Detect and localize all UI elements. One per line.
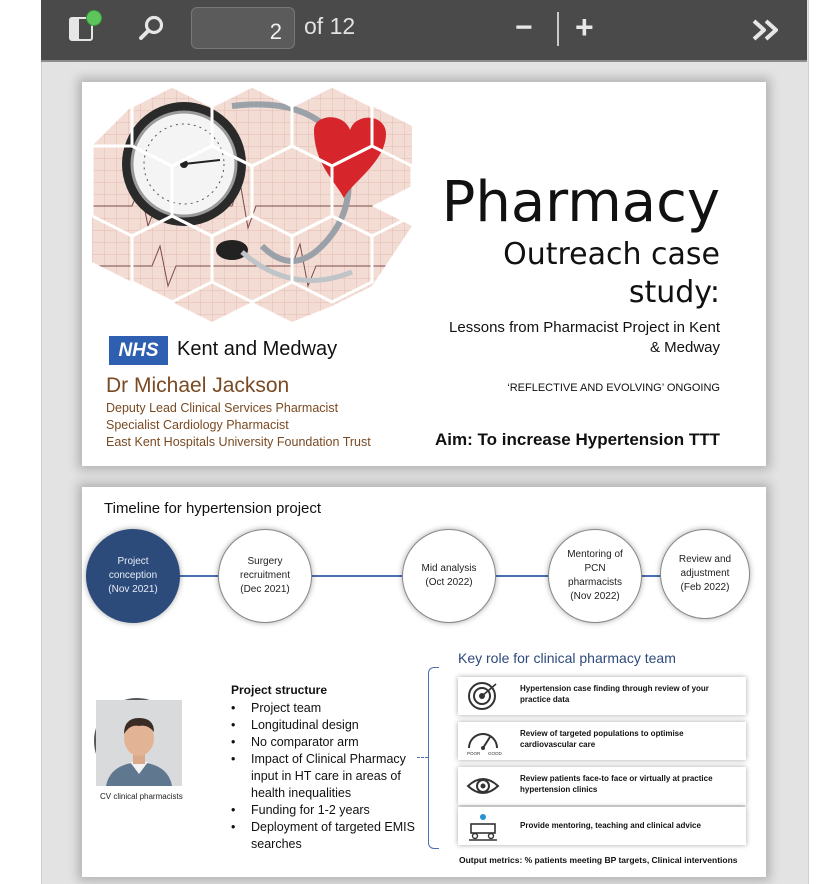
gauge-label-poor: POOR bbox=[467, 751, 481, 756]
nhs-logo: NHS bbox=[109, 336, 168, 365]
nhs-region: Kent and Medway bbox=[177, 338, 338, 360]
more-tools-button[interactable] bbox=[749, 16, 783, 44]
zoom-in-button[interactable]: + bbox=[575, 9, 594, 45]
zoom-out-button[interactable]: − bbox=[515, 11, 533, 44]
role-card bbox=[458, 722, 746, 760]
page-number-input[interactable] bbox=[191, 7, 295, 49]
roles-heading: Key role for clinical pharmacy team bbox=[458, 650, 676, 666]
zoom-separator bbox=[557, 12, 559, 46]
role-card bbox=[458, 767, 746, 805]
timeline-heading: Timeline for hypertension project bbox=[104, 500, 322, 517]
list-item: • Impact of Clinical Pharmacy input in HT care in areas of health inequalities bbox=[231, 751, 421, 802]
timeline-milestone: Review and adjustment (Feb 2022) bbox=[660, 529, 750, 619]
slide-timeline bbox=[82, 487, 766, 877]
list-item: • Funding for 1-2 years bbox=[231, 802, 421, 819]
double-chevron-right-icon bbox=[749, 16, 783, 44]
author-role: East Kent Hospitals University Foundation Trust bbox=[106, 435, 371, 449]
list-item: • No comparator arm bbox=[231, 734, 421, 751]
output-metrics: Output metrics: % patients meeting BP targets, Clinical interventions bbox=[459, 855, 738, 865]
role-text: Review patients face-to face or virtually at practice hypertension clinics bbox=[520, 774, 713, 794]
project-aim: Aim: To increase Hypertension TTT bbox=[435, 430, 720, 449]
project-structure-title: Project structure bbox=[231, 683, 328, 697]
slide-subtitle: Outreach case study: bbox=[503, 237, 720, 310]
pharmacist-photo bbox=[94, 698, 180, 784]
hexagon-medical-image bbox=[92, 86, 412, 322]
target-icon bbox=[466, 681, 500, 711]
role-card bbox=[458, 807, 746, 845]
slide-lessons-text: Lessons from Pharmacist Project in Kent & Medway bbox=[449, 319, 720, 356]
list-item: • Longitudinal design bbox=[231, 717, 421, 734]
notification-dot bbox=[86, 10, 102, 26]
pdf-toolbar bbox=[41, 0, 807, 62]
timeline-milestone: Surgery recruitment (Dec 2021) bbox=[218, 529, 312, 623]
reflective-status: ‘REFLECTIVE AND EVOLVING’ ONGOING bbox=[507, 382, 720, 394]
project-structure-list bbox=[231, 700, 421, 853]
sidebar-toggle-button[interactable] bbox=[67, 13, 97, 43]
gauge-label-good: GOOD bbox=[488, 751, 502, 756]
role-text: Provide mentoring, teaching and clinical advice bbox=[520, 821, 701, 830]
search-icon bbox=[137, 14, 167, 44]
timeline-milestone: Mid analysis (Oct 2022) bbox=[402, 529, 496, 623]
role-card bbox=[458, 677, 746, 715]
role-text: Hypertension case finding through review of your practice data bbox=[520, 684, 709, 704]
eye-target-icon bbox=[466, 771, 500, 801]
search-button[interactable] bbox=[137, 14, 167, 44]
page-total: of 12 bbox=[304, 13, 356, 39]
slide-title bbox=[82, 82, 766, 466]
person-portrait bbox=[96, 700, 182, 786]
author-role: Specialist Cardiology Pharmacist bbox=[106, 418, 289, 432]
mentoring-icon bbox=[466, 811, 500, 841]
timeline-milestone: Mentoring of PCN pharmacists (Nov 2022) bbox=[548, 529, 642, 623]
list-item: • Project team bbox=[231, 700, 421, 717]
list-item: • Deployment of targeted EMIS searches bbox=[231, 819, 421, 853]
timeline-milestone: Project conception (Nov 2021) bbox=[86, 529, 180, 623]
roles-bracket bbox=[428, 667, 439, 849]
author-name: Dr Michael Jackson bbox=[106, 374, 290, 397]
role-text: Review of targeted populations to optimise cardiovascular care bbox=[520, 729, 684, 749]
profile-caption: CV clinical pharmacists bbox=[100, 792, 183, 801]
slide-title-heading: Pharmacy bbox=[441, 170, 720, 235]
gauge-icon bbox=[466, 726, 500, 756]
author-role: Deputy Lead Clinical Services Pharmacist bbox=[106, 401, 339, 415]
